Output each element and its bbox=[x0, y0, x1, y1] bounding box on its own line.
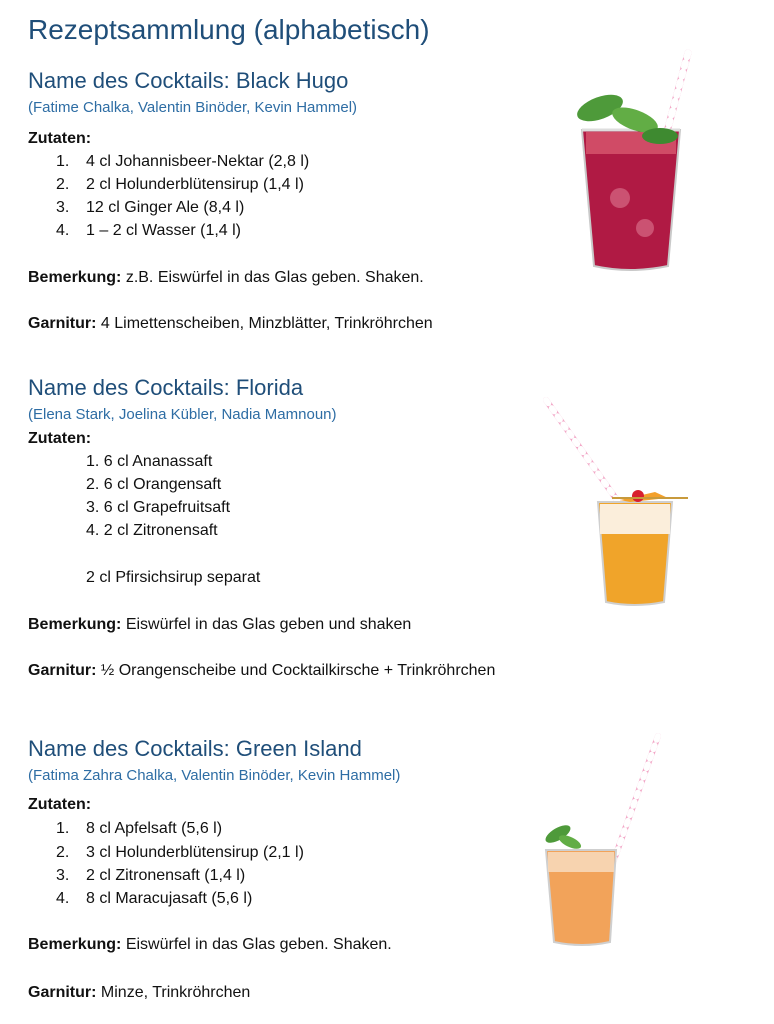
green-island-photo bbox=[536, 730, 666, 952]
garnish bbox=[28, 315, 433, 333]
ingredient-text: 8 cl Maracujasaft (5,6 l) bbox=[86, 890, 253, 907]
ingredient-text: 6 cl Grapefruitsaft bbox=[103, 499, 231, 516]
ingredient-number: 2. bbox=[56, 176, 70, 193]
recipe-authors: (Elena Stark, Joelina Kübler, Nadia Mamnoun) bbox=[28, 406, 337, 423]
ingredient-number: 3. bbox=[56, 199, 70, 216]
recipe-name: Name des Cocktails: Green Island bbox=[28, 736, 362, 761]
garnish-label: Garnitur: bbox=[28, 662, 97, 679]
ingredient-text: 4 cl Johannisbeer-Nektar (2,8 l) bbox=[86, 153, 310, 170]
ingredient-text: 2 cl Zitronensaft (1,4 l) bbox=[86, 867, 246, 884]
ingredient-text: 12 cl Ginger Ale (8,4 l) bbox=[86, 199, 245, 216]
remark bbox=[28, 936, 392, 954]
ingredients-label: Zutaten: bbox=[28, 796, 92, 813]
remark-text: Eiswürfel in das Glas geben. Shaken. bbox=[125, 936, 392, 953]
ingredient-number: 2. bbox=[56, 844, 70, 861]
ingredient-number: 3. bbox=[86, 499, 100, 516]
recipe-authors: (Fatime Chalka, Valentin Binöder, Kevin Hammel) bbox=[28, 99, 358, 116]
ingredients-label: Zutaten: bbox=[28, 130, 92, 147]
ingredient-number: 3. bbox=[56, 867, 70, 884]
remark-label: Bemerkung: bbox=[28, 269, 122, 286]
recipe-name: Name des Cocktails: Florida bbox=[28, 375, 304, 400]
remark bbox=[28, 616, 411, 634]
garnish-label: Garnitur: bbox=[28, 315, 97, 332]
garnish-label: Garnitur: bbox=[28, 984, 97, 1001]
ingredient-text: 2 cl Holunderblütensirup (1,4 l) bbox=[86, 176, 304, 193]
garnish bbox=[28, 984, 250, 1002]
ingredient-number: 1. bbox=[56, 820, 70, 837]
remark-text: Eiswürfel in das Glas geben und shaken bbox=[125, 616, 412, 633]
remark-text: z.B. Eiswürfel in das Glas geben. Shaken. bbox=[125, 269, 424, 286]
ingredient-text: 1 – 2 cl Wasser (1,4 l) bbox=[86, 222, 242, 239]
ingredient-item bbox=[86, 499, 230, 517]
ingredient-number: 2. bbox=[86, 476, 100, 493]
ingredient-number: 4. bbox=[56, 890, 70, 907]
ingredient-text: 6 cl Ananassaft bbox=[103, 453, 213, 470]
ingredient-text: 2 cl Zitronensaft bbox=[103, 522, 218, 539]
extra-ingredient: 2 cl Pfirsichsirup separat bbox=[86, 569, 261, 586]
garnish bbox=[28, 662, 495, 680]
ingredient-number: 4. bbox=[56, 222, 70, 239]
garnish-text: Minze, Trinkröhrchen bbox=[100, 984, 251, 1001]
ingredient-text: 6 cl Orangensaft bbox=[103, 476, 222, 493]
black-hugo-photo bbox=[560, 48, 720, 278]
ingredient-text: 3 cl Holunderblütensirup (2,1 l) bbox=[86, 844, 304, 861]
ingredient-item bbox=[86, 476, 221, 494]
recipe-authors: (Fatima Zahra Chalka, Valentin Binöder, Kevin Hammel) bbox=[28, 767, 401, 784]
ingredient-item bbox=[86, 453, 212, 471]
ingredient-item bbox=[86, 522, 218, 540]
ingredient-number: 4. bbox=[86, 522, 100, 539]
page-title: Rezeptsammlung (alphabetisch) bbox=[28, 14, 430, 45]
garnish-text: 4 Limettenscheiben, Minzblätter, Trinkröhrchen bbox=[100, 315, 433, 332]
ingredient-number: 1. bbox=[56, 153, 70, 170]
ingredient-text: 8 cl Apfelsaft (5,6 l) bbox=[86, 820, 223, 837]
remark-label: Bemerkung: bbox=[28, 936, 122, 953]
garnish-text: ½ Orangenscheibe und Cocktailkirsche + Trinkröhrchen bbox=[100, 662, 496, 679]
florida-photo bbox=[540, 392, 700, 612]
remark-label: Bemerkung: bbox=[28, 616, 122, 633]
remark bbox=[28, 269, 424, 287]
ingredient-number: 1. bbox=[86, 453, 100, 470]
recipe-name: Name des Cocktails: Black Hugo bbox=[28, 68, 349, 93]
ingredients-label: Zutaten: bbox=[28, 430, 92, 447]
